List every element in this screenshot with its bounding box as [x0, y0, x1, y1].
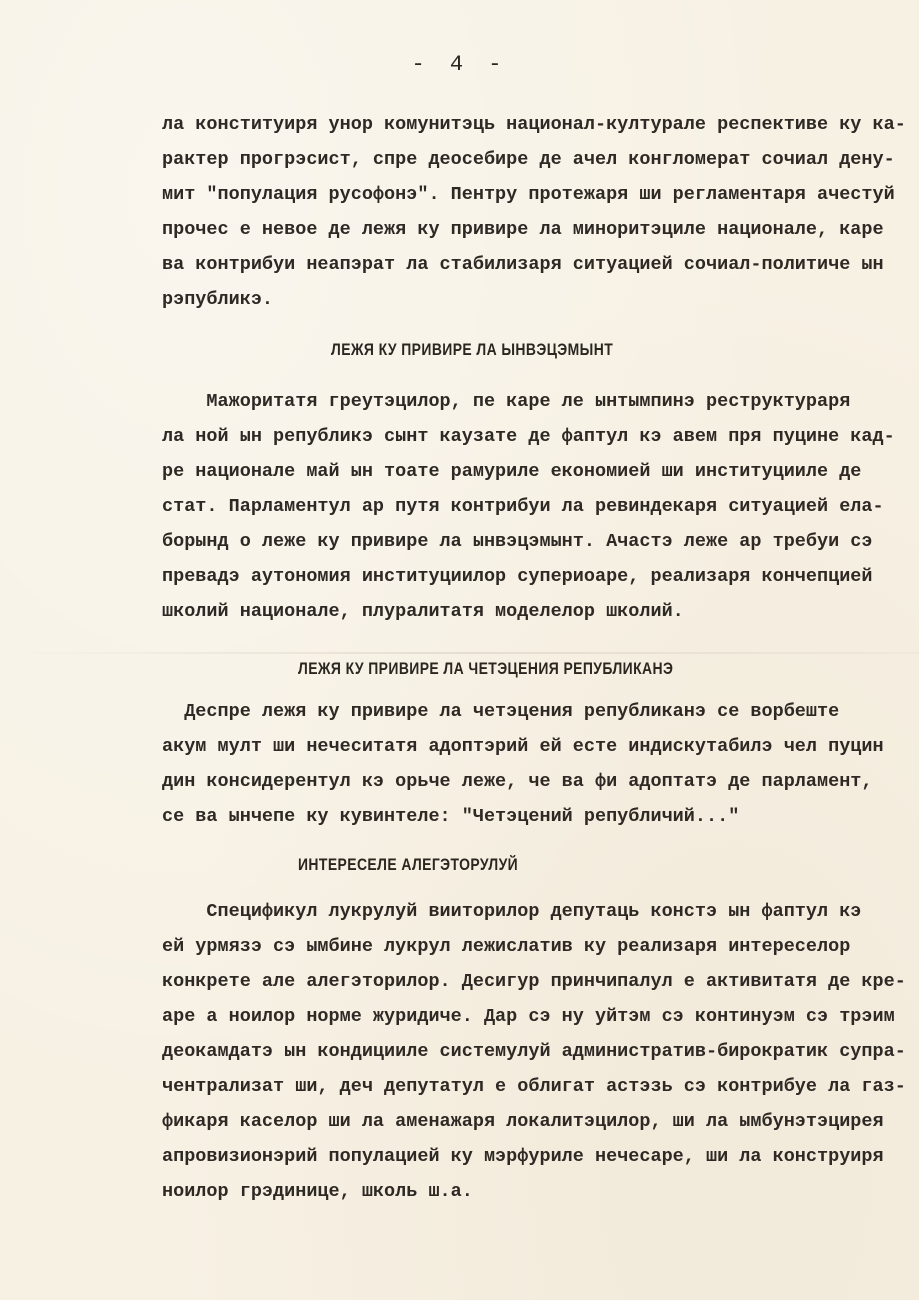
text-line: чентрализат ши, деч депутатул е облигат астэзь сэ контрибуе ла газ-	[162, 1076, 906, 1097]
text-line: превадэ аутономия институциилор супериоаре, реализаря кончепцией	[162, 566, 873, 587]
text-line: прочес е невое де лежя ку привире ла миноритэциле национале, каре	[162, 219, 884, 240]
text-line: конкрете але алегэторилор. Десигур принчипалул е активитатя де кре-	[162, 971, 906, 992]
text-line: Деспре лежя ку привире ла четэцения републиканэ се ворбеште	[162, 701, 840, 722]
text-line: Мажоритатя греутэцилор, пе каре ле ынтымпинэ реструктураря	[162, 391, 851, 412]
text-line: ла конституиря унор комунитэць национал-културале респективе ку ка-	[162, 114, 906, 135]
text-line: дин консидерентул кэ орьче леже, че ва фи адоптатэ де парламент,	[162, 771, 873, 792]
paragraph-education	[162, 384, 895, 629]
paper-fold-line	[0, 652, 919, 654]
text-line: акум мулт ши нечеситатя адоптэрий ей есте индискутабилэ чел пуцин	[162, 736, 884, 757]
text-line: ла ной ын републикэ сынт каузате де фаптул кэ авем пря пуцине кад-	[162, 426, 895, 447]
text-line: стат. Парламентул ар путя контрибуи ла ревиндекаря ситуацией ела-	[162, 496, 884, 517]
paragraph-citizenship	[162, 694, 884, 834]
text-line: рактер прогрэсист, спре деосебире де ачел конгломерат сочиал дену-	[162, 149, 895, 170]
text-line: аре а ноилор норме журидиче. Дар сэ ну уйтэм сэ континуэм сэ трэим	[162, 1006, 895, 1027]
page-number: - 4 -	[411, 52, 508, 77]
text-line: ноилор грэдинице, школь ш.а.	[162, 1181, 473, 1202]
text-line: се ва ынчепе ку кувинтеле: "Четэцений републичий..."	[162, 806, 740, 827]
text-line: апровизионэрий популацией ку мэрфуриле нечесаре, ши ла конструиря	[162, 1146, 884, 1167]
section-heading-voter-interests: ИНТЕРЕСЕЛЕ АЛЕГЭТОРУЛУЙ	[298, 855, 519, 874]
text-line: ре национале май ын тоате рамуриле економией ши институцииле де	[162, 461, 862, 482]
section-heading-citizenship-law: ЛЕЖЯ КУ ПРИВИРЕ ЛА ЧЕТЭЦЕНИЯ РЕПУБЛИКАНЭ	[298, 659, 674, 678]
section-heading-education-law: ЛЕЖЯ КУ ПРИВИРЕ ЛА ЫНВЭЦЭМЫНТ	[331, 340, 614, 359]
text-line: мит "популация русофонэ". Пентру протежаря ши регламентаря ачестуй	[162, 184, 895, 205]
text-line: школий национале, плуралитатя моделелор школий.	[162, 601, 684, 622]
text-line: ей урмязэ сэ ымбине лукрул лежислатив ку реализаря интереселор	[162, 936, 851, 957]
text-line: рэпубликэ.	[162, 289, 274, 310]
paragraph-voter-interests	[162, 894, 906, 1209]
text-line: фикаря каселор ши ла аменажаря локалитэцилор, ши ла ымбунэтэцирея	[162, 1111, 884, 1132]
text-line: Спецификул лукрулуй вииторилор депутаць констэ ын фаптул кэ	[162, 901, 862, 922]
text-line: деокамдатэ ын кондицииле системулуй административ-бирократик супра-	[162, 1041, 906, 1062]
text-line: ва контрибуи неапэрат ла стабилизаря ситуацией сочиал-политиче ын	[162, 254, 884, 275]
paragraph-intro	[162, 107, 906, 317]
text-line: борынд о леже ку привире ла ынвэцэмынт. Ачастэ леже ар требуи сэ	[162, 531, 873, 552]
